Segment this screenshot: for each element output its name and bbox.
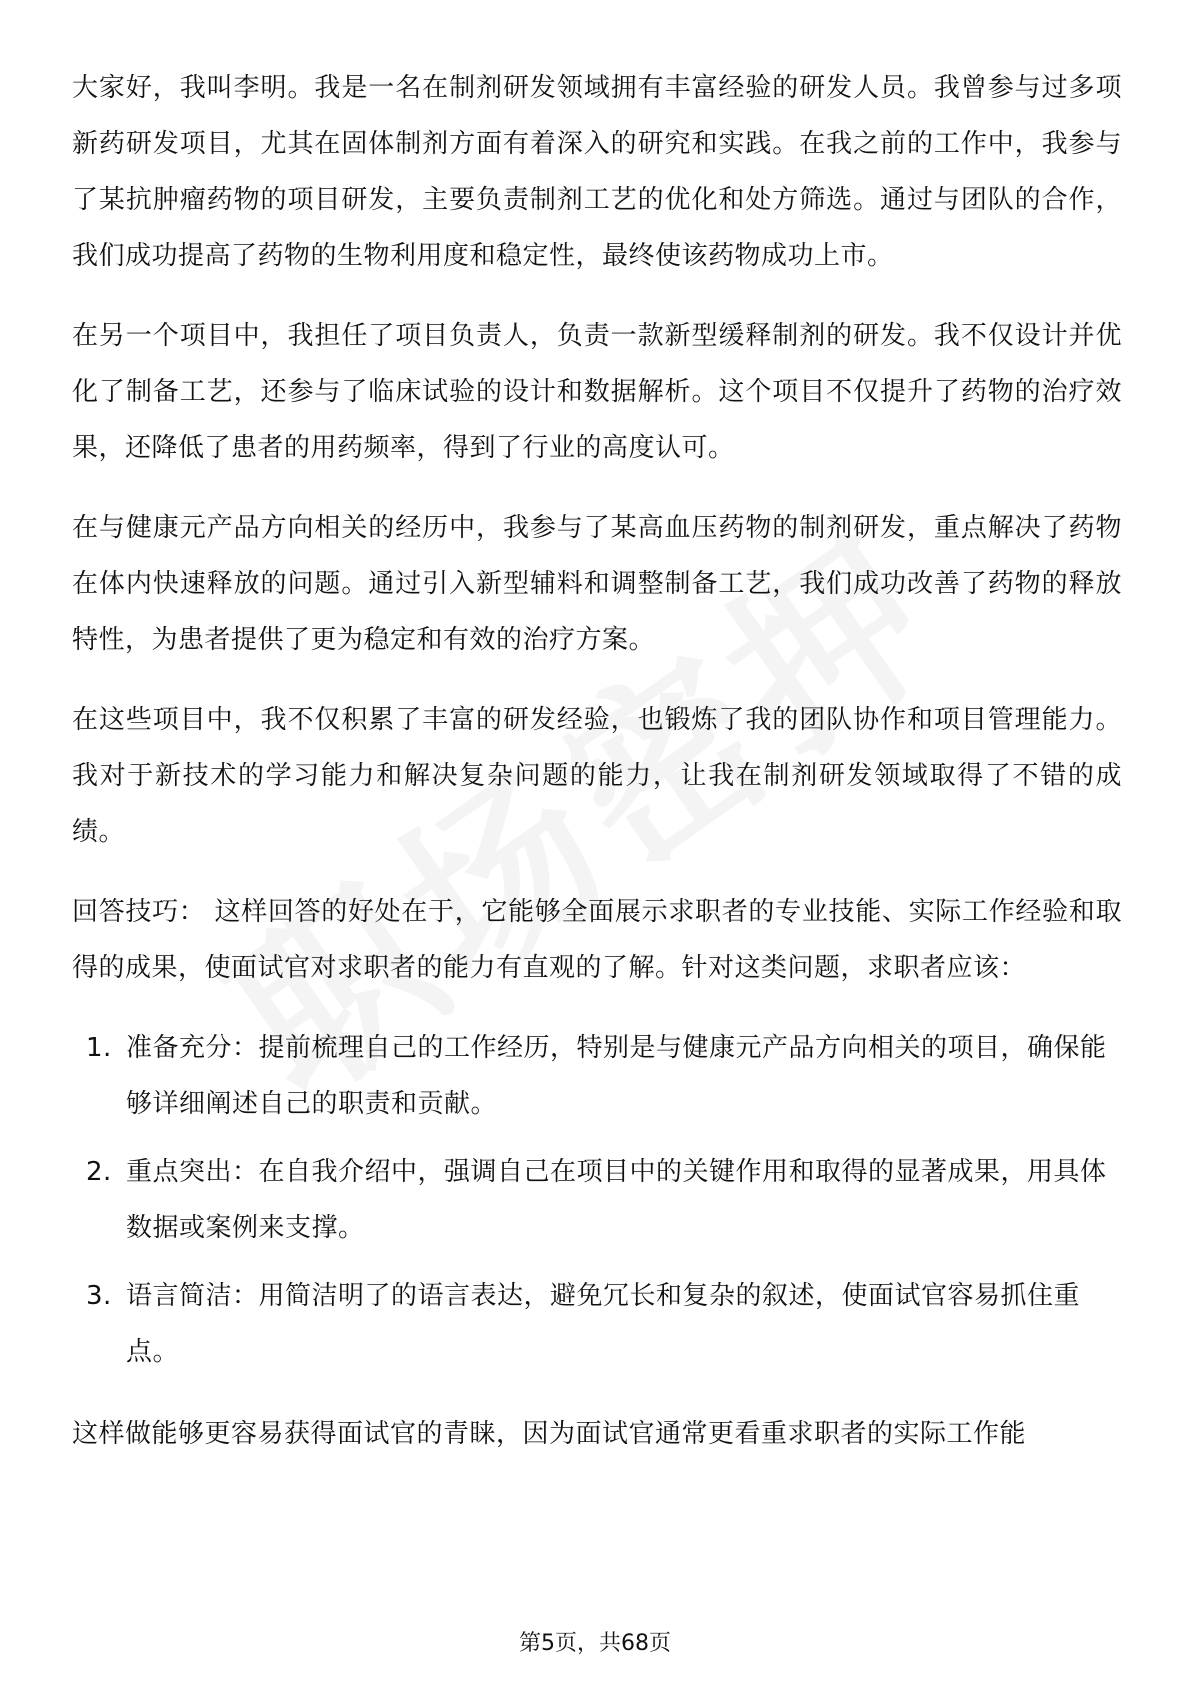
list-text: 准备充分：提前梳理自己的工作经历，特别是与健康元产品方向相关的项目，确保能够详细阐述自己的职责和贡献。 [126,1033,1107,1119]
list-number: 3. [86,1281,112,1311]
list-number: 1. [86,1033,112,1063]
list-number: 2. [86,1157,112,1187]
paragraph-answer-tips: 回答技巧： 这样回答的好处在于，它能够全面展示求职者的专业技能、实际工作经验和取得的成果，使面试官对求职者的能力有直观的了解。针对这类问题，求职者应该： [72,897,1122,983]
list-item [72,1020,1122,1132]
list-text: 重点突出：在自我介绍中，强调自己在项目中的关键作用和取得的显著成果，用具体数据或案例来支撑。 [126,1157,1107,1243]
list-item [72,1268,1122,1380]
paragraph-related-experience: 在与健康元产品方向相关的经历中，我参与了某高血压药物的制剂研发，重点解决了药物在体内快速释放的问题。通过引入新型辅料和调整制备工艺，我们成功改善了药物的释放特性，为患者提供了更为稳定和有效的治疗方案。 [72,513,1122,655]
document-page [72,60,1122,1486]
paragraph-closing: 这样做能够更容易获得面试官的青睐，因为面试官通常更看重求职者的实际工作能 [72,1419,1027,1449]
paragraph-project-lead: 在另一个项目中，我担任了项目负责人，负责一款新型缓释制剂的研发。我不仅设计并优化了制备工艺，还参与了临床试验的设计和数据解析。这个项目不仅提升了药物的治疗效果，还降低了患者的用药频率，得到了行业的高度认可。 [72,321,1122,463]
tips-list [72,1020,1122,1380]
paragraph-intro: 大家好，我叫李明。我是一名在制剂研发领域拥有丰富经验的研发人员。我曾参与过多项新药研发项目，尤其在固体制剂方面有着深入的研究和实践。在我之前的工作中，我参与了某抗肿瘤药物的项目研发，主要负责制剂工艺的优化和处方筛选。通过与团队的合作，我们成功提高了药物的生物利用度和稳定性，最终使该药物成功上市。 [72,73,1122,271]
paragraph-summary: 在这些项目中，我不仅积累了丰富的研发经验，也锻炼了我的团队协作和项目管理能力。我对于新技术的学习能力和解决复杂问题的能力，让我在制剂研发领域取得了不错的成绩。 [72,705,1122,847]
page-number-footer: 第5页，共68页 [519,1631,671,1656]
list-item [72,1144,1122,1256]
list-text: 语言简洁：用简洁明了的语言表达，避免冗长和复杂的叙述，使面试官容易抓住重点。 [126,1281,1081,1367]
